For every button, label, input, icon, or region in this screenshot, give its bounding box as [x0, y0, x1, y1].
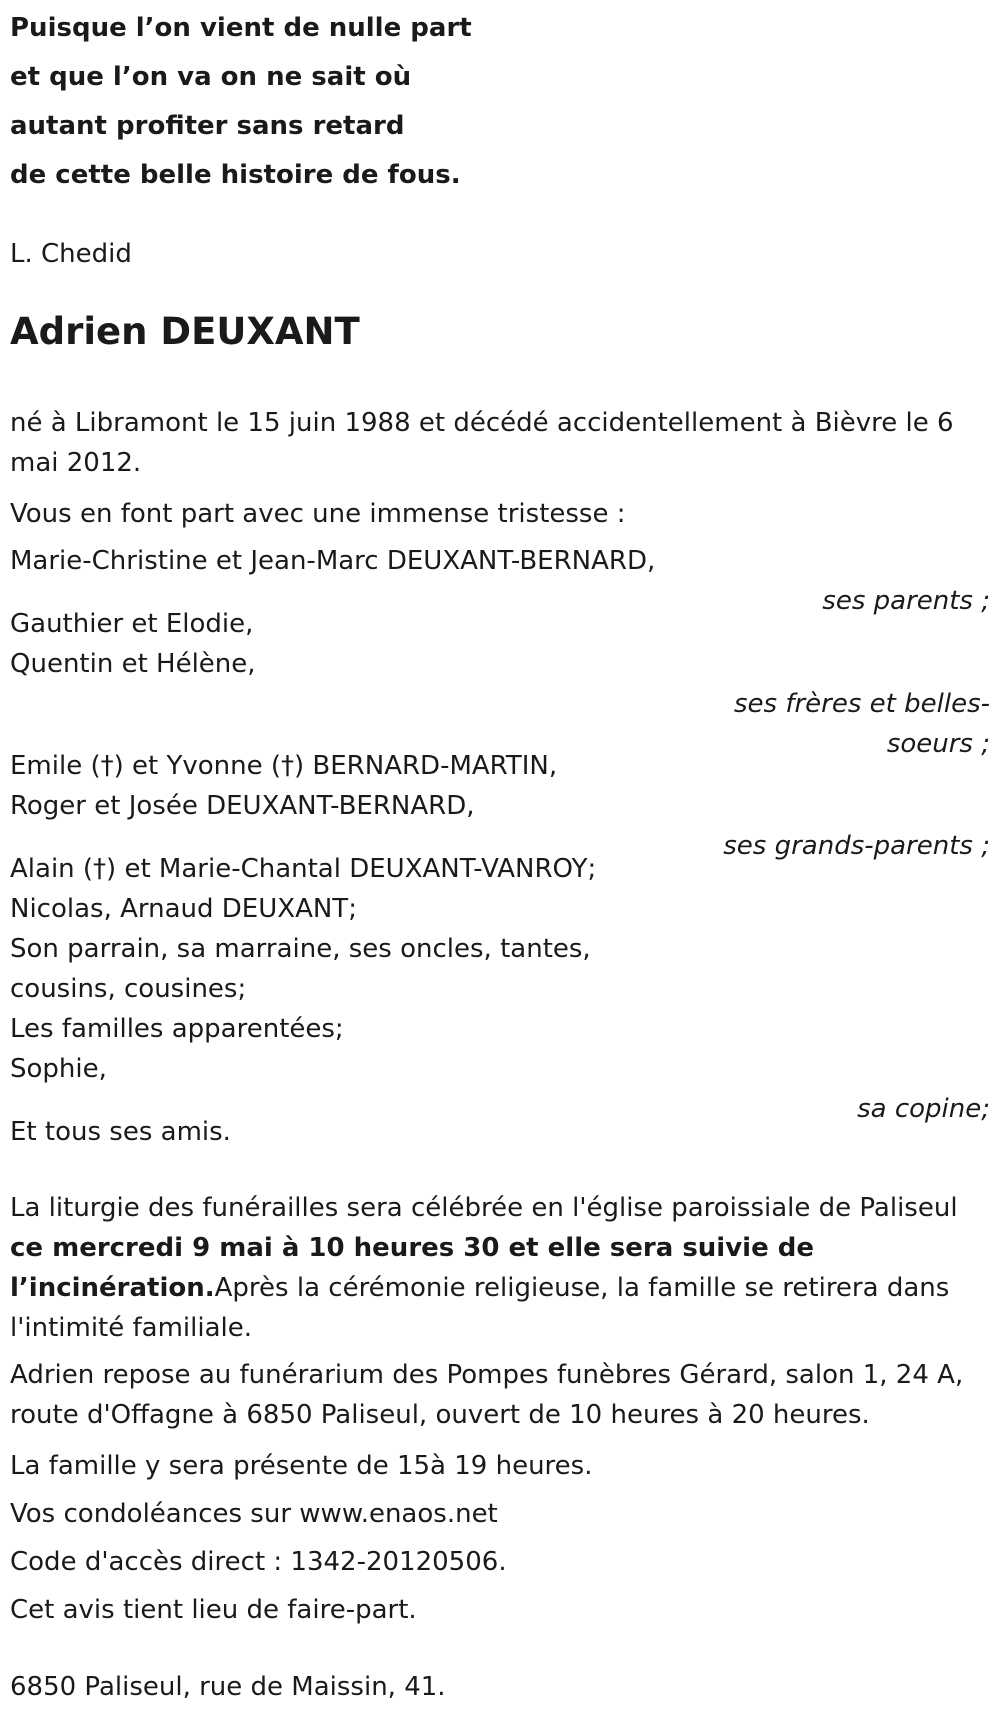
presence-info — [10, 1446, 990, 1486]
family-others — [10, 849, 990, 1129]
funerarium-line: route d'Offagne à 6850 Paliseul, ouvert de 10 heures à 20 heures. — [10, 1400, 870, 1430]
friends-text: Et tous ses amis. — [10, 1117, 231, 1147]
intro-line: Vous en font part avec une immense tristesse : — [10, 499, 626, 529]
family-line: Nicolas, Arnaud DEUXANT; — [10, 894, 357, 924]
family-grandparents — [10, 746, 990, 866]
poem-line: Puisque l’on vient de nulle part — [10, 13, 472, 43]
grandparents-names: Emile (†) et Yvonne (†) BERNARD-MARTIN, — [10, 751, 558, 781]
ceremony-line — [10, 1268, 990, 1308]
address — [10, 1667, 990, 1707]
friends-line — [10, 1112, 990, 1152]
ceremony-date: ce mercredi 9 mai à 10 heures 30 et elle sera suivie de — [10, 1233, 815, 1263]
address-line: 6850 Paliseul, rue de Maissin, 41. — [10, 1672, 446, 1702]
ceremony-text: Après la cérémonie religieuse, la famille se retirera dans — [214, 1273, 950, 1303]
ceremony-line: La liturgie des funérailles sera célébrée en l'église paroissiale de Paliseul — [10, 1193, 958, 1223]
birth-death-line: né à Libramont le 15 juin 1988 et décédé accidentellement à Bièvre le 6 — [10, 408, 954, 438]
funerarium-info — [10, 1355, 990, 1435]
birth-death-info — [10, 403, 990, 483]
deceased-name: Adrien DEUXANT — [10, 310, 360, 353]
intro-text — [10, 494, 990, 534]
siblings-role: soeurs ; — [886, 729, 990, 759]
family-line: Les familles apparentées; — [10, 1014, 344, 1044]
poem-author: L. Chedid — [10, 239, 132, 269]
condolences-info — [10, 1494, 990, 1534]
notice-text — [10, 1590, 990, 1630]
access-code-text: Code d'accès direct : 1342-20120506. — [10, 1547, 507, 1577]
siblings-role: ses frères et belles- — [733, 689, 990, 719]
family-line: Son parrain, sa marraine, ses oncles, tantes, — [10, 934, 591, 964]
birth-death-line: mai 2012. — [10, 448, 142, 478]
family-siblings — [10, 604, 990, 764]
ceremony-info — [10, 1188, 990, 1348]
girlfriend-role: sa copine; — [857, 1094, 990, 1124]
poem-line: de cette belle histoire de fous. — [10, 160, 461, 190]
poem-line: et que l’on va on ne sait où — [10, 62, 412, 92]
poem-line: autant profiter sans retard — [10, 111, 405, 141]
siblings-names: Quentin et Hélène, — [10, 649, 256, 679]
incineration-text: l’incinération. — [10, 1273, 215, 1303]
parents-role: ses parents ; — [822, 586, 990, 616]
family-line: Alain (†) et Marie-Chantal DEUXANT-VANROY; — [10, 854, 597, 884]
grandparents-role: ses grands-parents ; — [723, 831, 990, 861]
siblings-names: Gauthier et Elodie, — [10, 609, 254, 639]
parents-names: Marie-Christine et Jean-Marc DEUXANT-BERNARD, — [10, 546, 656, 576]
funerarium-line: Adrien repose au funérarium des Pompes funèbres Gérard, salon 1, 24 A, — [10, 1360, 964, 1390]
presence-text: La famille y sera présente de 15à 19 heures. — [10, 1451, 593, 1481]
notice-line: Cet avis tient lieu de faire-part. — [10, 1595, 417, 1625]
condolences-text: Vos condoléances sur www.enaos.net — [10, 1499, 498, 1529]
ceremony-line: l'intimité familiale. — [10, 1313, 252, 1343]
access-code — [10, 1542, 990, 1582]
grandparents-names: Roger et Josée DEUXANT-BERNARD, — [10, 791, 475, 821]
poem — [10, 4, 472, 200]
family-line: cousins, cousines; — [10, 974, 247, 1004]
family-line: Sophie, — [10, 1054, 107, 1084]
